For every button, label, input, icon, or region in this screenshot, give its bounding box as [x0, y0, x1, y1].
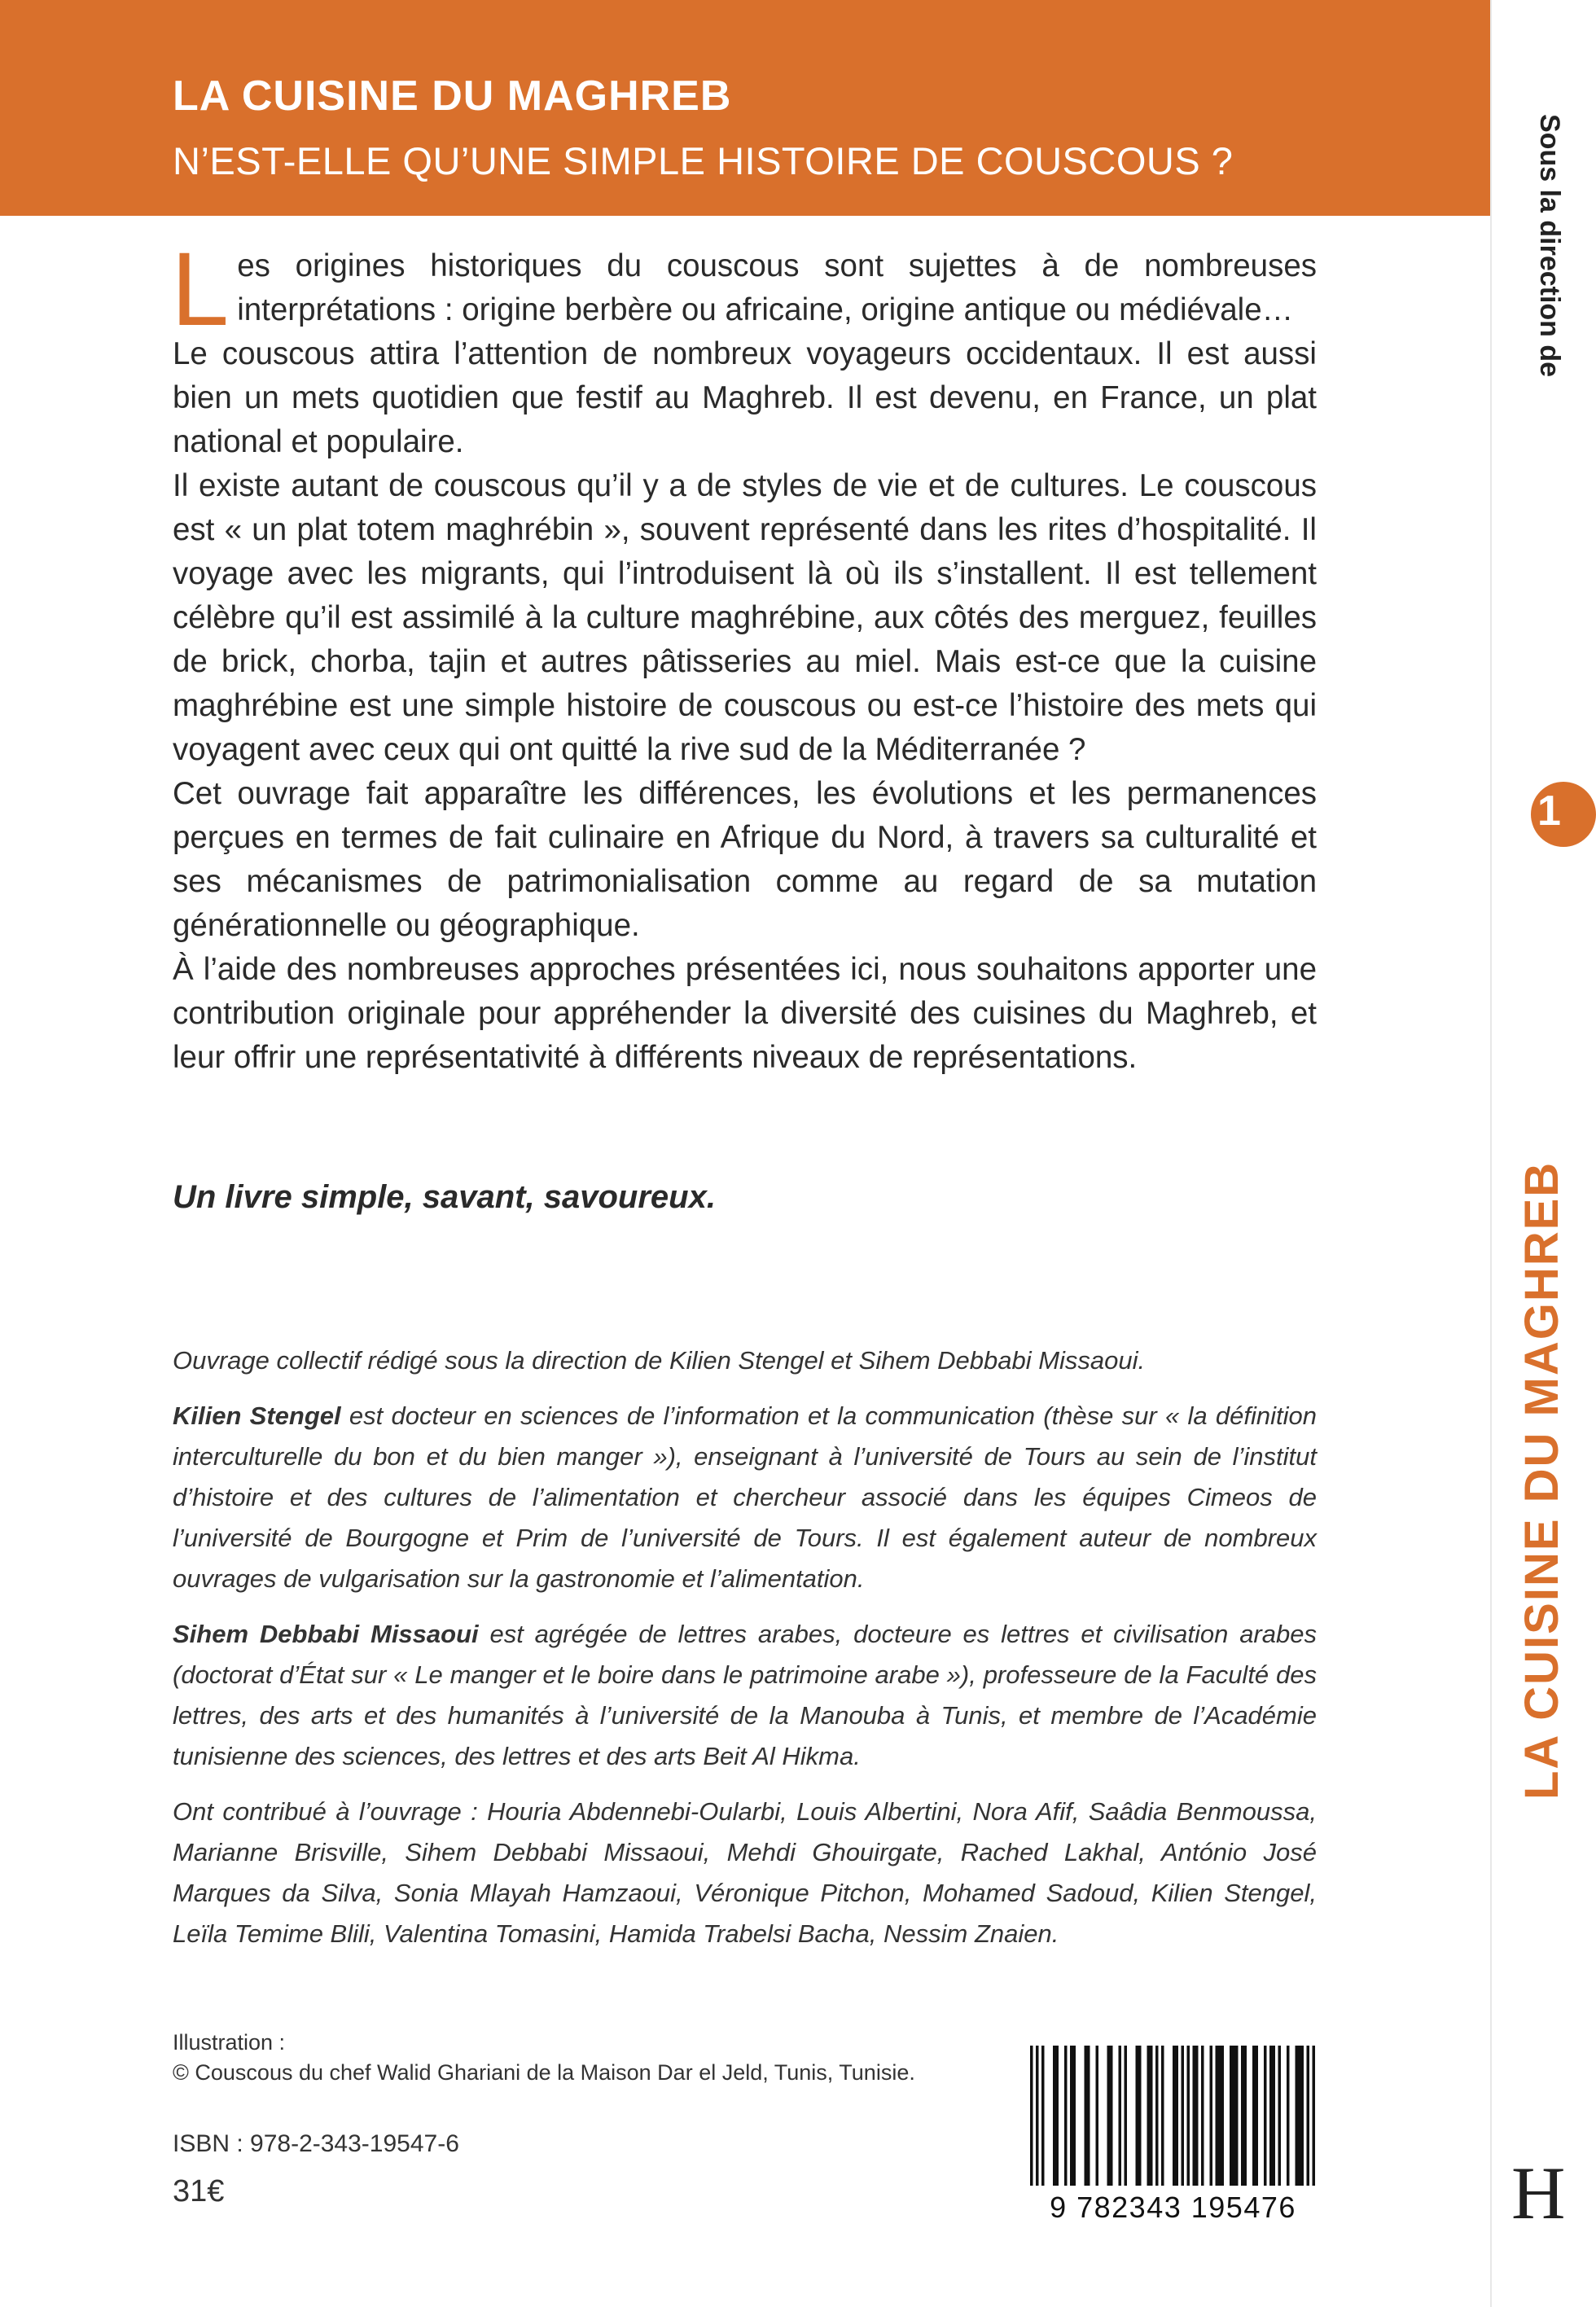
barcode-bar	[1287, 2046, 1290, 2186]
book-subtitle: N’EST-ELLE QU’UNE SIMPLE HISTOIRE DE COUSCOUS ?	[173, 139, 1234, 182]
barcode-bar	[1278, 2046, 1282, 2186]
barcode-bar	[1036, 2046, 1039, 2186]
barcode-bar	[1216, 2046, 1225, 2186]
barcode-bar	[1187, 2046, 1190, 2186]
barcode-bar	[1053, 2046, 1059, 2186]
collective-note: Ouvrage collectif rédigé sous la direction de Kilien Stengel et Sihem Debbabi Missaoui.	[173, 1346, 1146, 1375]
spine-title-box	[1515, 1059, 1580, 1808]
description-paragraph-1	[171, 231, 1317, 348]
barcode-bar	[1041, 2046, 1045, 2186]
spine-direction-text-box	[1534, 114, 1567, 407]
barcode-bar	[1085, 2046, 1090, 2186]
author-1-name: Kilien Stengel	[173, 1401, 341, 1430]
barcode-bar	[1230, 2046, 1239, 2186]
description	[171, 231, 1317, 1080]
spine-series-badge	[1531, 782, 1596, 847]
description-paragraph-5: À l’aide des nombreuses approches présentées ici, nous souhaitons apporter une contribution originale pour appréhender la diversité des cuisines du Maghreb, et leur offrir une représentativité à différents niveaux de représentations.	[173, 952, 1317, 1075]
barcode-bar	[1161, 2046, 1164, 2186]
barcode-bar	[1107, 2046, 1113, 2186]
barcode-bar	[1096, 2046, 1099, 2186]
barcode-bar	[1264, 2046, 1267, 2186]
author-2-bio-text: est agrégée de lettres arabes, docteure es lettres et civilisation arabes (doctorat d’État sur « Le manger et le boire dans le patrimoine arabe »), professeure de la Faculté des lettres, des arts et des humanités à l’université de la Manouba à Tunis, et membre de l’Académie tunisienne des sciences, des lettres et des arts Beit Al Hikma.	[173, 1620, 1317, 1770]
illustration-label: Illustration :	[173, 2030, 286, 2055]
credits	[173, 1340, 1317, 1969]
description-paragraph-4: Cet ouvrage fait apparaître les différences, les évolutions et les permanences perçues en termes de fait culinaire en Afrique du Nord, à travers sa culturalité et ses mécanismes de patrimonialisation comme au regard de sa mutation générationnelle ou géographique.	[173, 776, 1317, 943]
barcode-bar	[1070, 2046, 1076, 2186]
spine-title: LA CUISINE DU MAGHREB	[1515, 1160, 1568, 1800]
barcode	[1028, 2046, 1318, 2223]
barcode-bar	[1252, 2046, 1258, 2186]
description-paragraph-2: Le couscous attira l’attention de nombreux voyageurs occidentaux. Il est aussi bien un mets quotidien que festif au Maghreb. Il est devenu, en France, un plat national et populaire.	[173, 336, 1317, 459]
tagline: Un livre simple, savant, savoureux.	[173, 1179, 716, 1215]
header-band	[0, 0, 1490, 216]
description-paragraph-1-text: es origines historiques du couscous sont sujettes à de nombreuses interprétations : origine berbère ou africaine, origine antique ou médiévale…	[237, 248, 1317, 327]
barcode-bar	[1269, 2046, 1275, 2186]
barcode-bar	[1313, 2046, 1316, 2186]
barcode-bar	[1030, 2046, 1033, 2186]
author-1-bio-text: est docteur en sciences de l’information et la communication (thèse sur « la définition interculturelle du bon et du bien manger »), enseignant à l’université de Tours au sein de l’institut d’histoire et des cultures de l’alimentation et chercheur associé dans les équipes Cimeos de l’université de Bourgogne et Prim de l’université de Tours. Il est également auteur de nombreux ouvrages de vulgarisation sur la gastronomie et l’alimentation.	[173, 1401, 1317, 1593]
barcode-bar	[1193, 2046, 1199, 2186]
author-1-bio	[173, 1396, 1317, 1599]
price: 31€	[173, 2174, 225, 2208]
barcode-bar	[1119, 2046, 1122, 2186]
book-title: LA CUISINE DU MAGHREB	[173, 72, 732, 120]
isbn: ISBN : 978-2-343-19547-6	[173, 2130, 459, 2157]
spine-fold-line	[1490, 0, 1492, 2307]
spine-direction-text: Sous la direction de	[1534, 114, 1565, 378]
barcode-bar	[1136, 2046, 1142, 2186]
barcode-bar	[1173, 2046, 1178, 2186]
drop-cap: L	[171, 231, 230, 348]
spine-series-number: 1	[1537, 787, 1561, 835]
author-2-name: Sihem Debbabi Missaoui	[173, 1620, 479, 1648]
barcode-bar	[1155, 2046, 1159, 2186]
barcode-bar	[1201, 2046, 1204, 2186]
barcode-bars	[1028, 2046, 1318, 2191]
barcode-digits: 9 782343 195476	[1050, 2191, 1296, 2224]
barcode-bar	[1210, 2046, 1213, 2186]
illustration-credit-text: © Couscous du chef Walid Ghariani de la Maison Dar el Jeld, Tunis, Tunisie.	[173, 2060, 915, 2085]
description-paragraph-3: Il existe autant de couscous qu’il y a de styles de vie et de cultures. Le couscous est « un plat totem maghrébin », souvent représenté dans les rites d’hospitalité. Il voyage avec les migrants, qui l’introduisent là où ils s’installent. Il est tellement célèbre qu’il est assimilé à la culture maghrébine, aux côtés des merguez, feuilles de brick, chorba, tajin et autres pâtisseries au miel. Mais est-ce que la cuisine maghrébine est une simple histoire de couscous ou est-ce l’histoire des mets qui voyagent avec ceux qui ont quitté la rive sud de la Méditerranée ?	[173, 468, 1317, 767]
barcode-bar	[1296, 2046, 1304, 2186]
barcode-bar	[1241, 2046, 1247, 2186]
barcode-bar	[1307, 2046, 1310, 2186]
contributors: Ont contribué à l’ouvrage : Houria Abdennebi-Oularbi, Louis Albertini, Nora Afif, Saâdia Benmoussa, Marianne Brisville, Sihem Debbabi Missaoui, Mehdi Ghouirgate, Rached Lakhal, António José Marques da Silva, Sonia Mlayah Hamzaoui, Véronique Pitchon, Mohamed Sadoud, Kilien Stengel, Leïla Temime Blili, Valentina Tomasini, Hamida Trabelsi Bacha, Nessim Znaien.	[173, 1797, 1317, 1948]
author-2-bio	[173, 1614, 1317, 1777]
illustration-credit	[173, 2028, 915, 2088]
barcode-bar	[1125, 2046, 1128, 2186]
publisher-logo: H	[1511, 2151, 1566, 2235]
barcode-bar	[1147, 2046, 1153, 2186]
barcode-bar	[1064, 2046, 1068, 2186]
barcode-bar	[1182, 2046, 1185, 2186]
